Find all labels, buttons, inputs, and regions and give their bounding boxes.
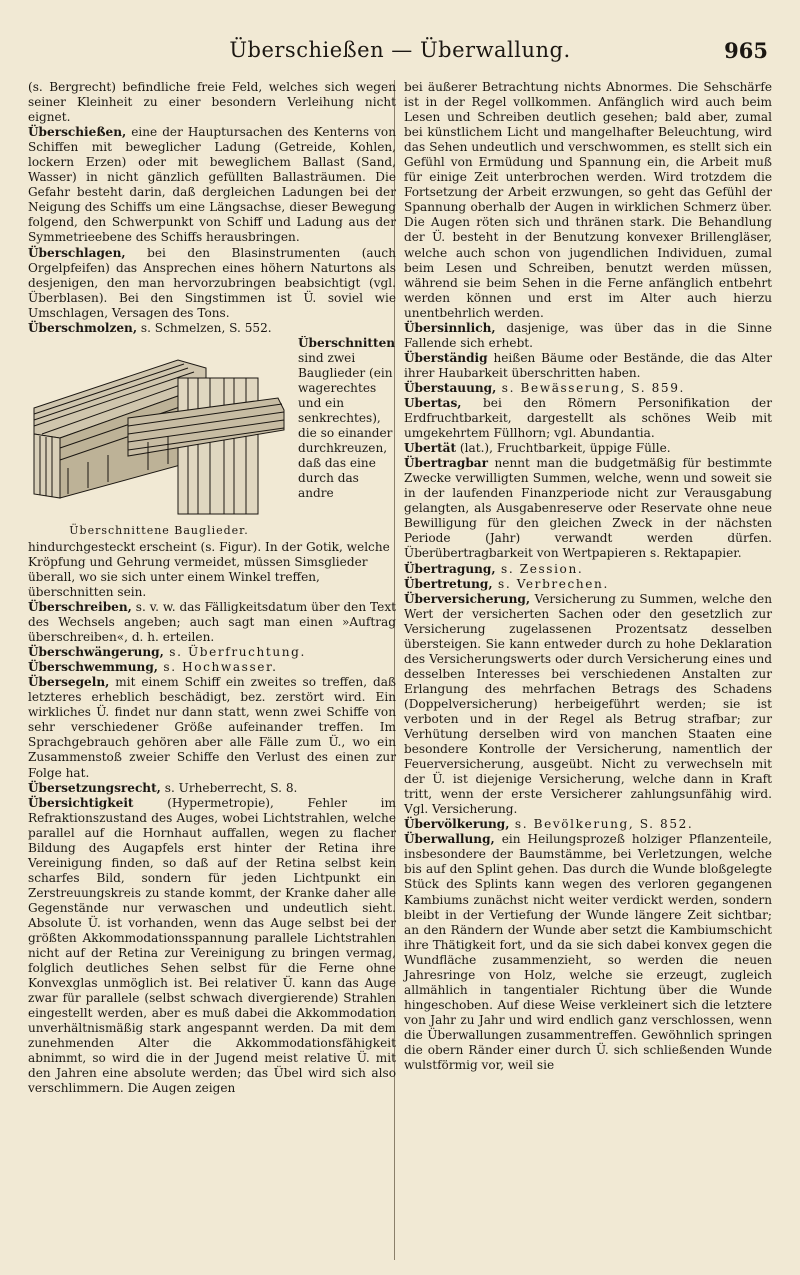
entry-uebertretung [404, 577, 772, 592]
entry-text: s. Schmelzen, S. 552. [137, 320, 272, 335]
continuation-paragraph [28, 80, 396, 125]
entry-uebersegeln [28, 675, 396, 780]
entry-text: s. Bevölkerung, S. 852. [509, 817, 694, 832]
entry-text: s. v. w. das Fälligkeitsdatum über den Text des Wechsels angeben; auch sagt man einen »Auftrag überschreiben«, d. h. erteilen. [28, 599, 396, 645]
entry-ueberschwaengerung [28, 645, 396, 660]
entry-text: Versicherung zu Summen, welche den Wert der versicherten Sachen oder den gesetzlich zur Versicherung zugelassenen Prozentsatz desselben übersteigen. Sie kann entweder durch zu hohe Deklaration des Versicherungswerts oder durch Versicherung eines und desselben Interesses bei verschiedenen Anstalten zur Erlangung des mehrfachen Betrags des Schadens (Doppelversicherung) herbeigeführt werden; sie ist verboten und in der Regel als Betrug strafbar; zur Verhütung derselben wird von manchen Staaten eine besondere Kontrolle der Versicherung, namentlich der Feuerversicherung, ausgeübt. Nicht zu verwechseln mit der Ü. ist diejenige Versicherung, welche dann in Kraft tritt, wenn der erste Versicherer zahlungsunfähig wird. Vgl. Versicherung. [404, 591, 772, 817]
entry-text: nennt man die budgetmäßig für bestimmte Zwecke verwilligten Summen, welche, wenn und soweit sie in der laufenden Finanzperiode nicht zur Verausgabung gelangten, als Ausgabenreserve oder Reservate ohne neue Bewilligung für den gleichen Zweck in der nächsten Periode (Jahr) verwandt werden dürfen. Überübertragbarkeit von Wertpapieren s. Rektapapier. [404, 456, 772, 561]
entry-text: s. Urheberrecht, S. 8. [160, 780, 298, 795]
entry-text: s. Hochwasser. [157, 660, 278, 675]
entry-lemma: Übersetzungsrecht, [28, 780, 161, 795]
entry-ueberschwemmung [28, 660, 396, 675]
entry-uebersetzungsrecht [28, 781, 396, 796]
entry-ubertas [404, 396, 772, 441]
entry-text: s. Überfruchtung. [163, 645, 306, 660]
entry-text: (Hypermetropie), Fehler im Refraktionszustand des Auges, wobei Lichtstrahlen, welche parallel auf die Hornhaut auffallen, wegen zu flacher Bildung des Augapfels erst hinter der Retina ihre Vereinigung finden, so daß auf der Retina selbst kein scharfes Bild, sondern für jeden Lichtpunkt ein Zerstreuungskreis zu stande kommt, der Kranke daher alle Gegenstände nur verwaschen und undeutlich sieht. Absolute Ü. ist vorhanden, wenn das Auge selbst bei der größten Akkommodationsspannung parallele Lichtstrahlen nicht auf der Retina zur Vereinigung zu bringen vermag, folglich deutliches Sehen selbst für die Ferne ohne Konvexglas unmöglich ist. Bei relativer Ü. kann das Auge zwar für parallele (selbst schwach divergierende) Strahlen eingestellt werden, aber es muß dabei die Akkommodation unverhältnismäßig stark angespannt werden. Da mit dem zunehmenden Alter die Akkommodationsfähigkeit abnimmt, so wird die in der Jugend meist relative Ü. mit den Jahren eine absolute werden; das Übel wird sich also verschlimmern. Die Augen zeigen [28, 795, 396, 1096]
entry-text: eine der Hauptursachen des Kenterns von Schiffen mit beweglicher Ladung (Getreide, Kohlen, lockern Erzen) oder mit beweglichem Ballast (Sand, Wasser) in nicht gänzlich gefüllten Ballasträumen. Die Gefahr besteht darin, daß dergleichen Ladungen bei der Neigung des Schiffs um eine Längsachse, dieser Bewegung folgend, den Schwerpunkt von Schiff und Ladung aus der Symmetrieebene des Schiffs herausbringen. [28, 125, 396, 245]
figure-bauglieder [28, 338, 290, 538]
entry-lemma: Überversicherung, [404, 591, 531, 606]
entry-ueberschreiben [28, 600, 396, 645]
entry-ueberschlagen [28, 246, 396, 321]
figure-caption: Überschnittene Bauglieder. [69, 523, 249, 537]
entry-lemma: Überschwemmung, [28, 660, 158, 675]
entry-text: dasjenige, was über das in die Sinne Fallende sich erhebt. [404, 320, 772, 350]
entry-text: s. Zession. [495, 561, 584, 576]
right-column [404, 80, 772, 1073]
running-title: Überschießen — Überwallung. [229, 38, 571, 62]
entry-ueberschnitten [28, 336, 396, 600]
entry-ueberwallung [404, 832, 772, 1073]
entry-ueberstauung [404, 381, 772, 396]
entry-lemma: Übertragung, [404, 561, 496, 576]
entry-lemma: Überschwängerung, [28, 645, 164, 660]
entry-lemma: Übersinnlich, [404, 320, 496, 335]
page-number: 965 [724, 38, 768, 63]
entry-uebertragung [404, 562, 772, 577]
entry-text: ein Heilungsprozeß holziger Pflanzenteile, insbesondere der Baumstämme, bei Verletzungen, welche bis auf den Splint gehen. Das durch die Wunde bloßgelegte Stück des Splints kann wegen des verloren gegangenen Kambiums zunächst nicht weiter verdickt werden, sondern bleibt in der Vertiefung der Wunde längere Zeit sichtbar; an den Rändern der Wunde aber setzt die Kambiumschicht ihre Thätigkeit fort, und da sie sich dabei konvex gegen die Wundfläche zusammenzieht, so werden die neuen Jahresringe von Holz, welche sie erzeugt, zugleich allmählich in tangentialer Richtung über die Wunde hingeschoben. Auf diese Weise verkleinert sich die letztere von Jahr zu Jahr und wird endlich ganz verschlossen, wenn die Überwallungen zusammentreffen. Gewöhnlich springen die obern Ränder einer durch Ü. sich schließenden Wunde wulstförmig vor, weil sie [404, 832, 772, 1073]
entry-uebervoelkerung [404, 817, 772, 832]
entry-lemma: Überstauung, [404, 380, 497, 395]
left-column [28, 80, 396, 1097]
entry-ueberstaendig [404, 351, 772, 381]
entry-ueberversicherung [404, 592, 772, 818]
continuation-text: bei äußerer Betrachtung nichts Abnormes. Die Sehschärfe ist in der Regel vollkommen. Anfänglich wird auch beim Lesen und Schreiben deutlich gesehen; bald aber, zumal bei künstlichem Licht und mangelhafter Beleuchtung, wird das Sehen undeutlich und verschwommen, es stellt sich ein Gefühl von Ermüdung und Spannung ein, die Arbeit muß für einige Zeit unterbrochen werden. Wird trotzdem die Fortsetzung der Arbeit erzwungen, so geht das Gefühl der Spannung oberhalb der Augen in wirklichen Schmerz über. Die Augen röten sich und thränen stark. Die Behandlung der Ü. besteht in der Benutzung konvexer Brillengläser, welche auch schon von jugendlichen Individuen, zumal beim Lesen und Schreiben, benutzt werden müssen, während sie beim Sehen in die Ferne anfänglich entbehrt werden können und erst im Alter auch hierzu unentbehrlich werden. [404, 80, 772, 320]
entry-lemma: Überständig [404, 350, 488, 365]
entry-text: bei den Blasinstrumenten (auch Orgelpfeifen) das Ansprechen eines höhern Naturtons als desjenigen, den man hervorzubringen beabsichtigt (vgl. Überblasen). Bei den Singstimmen ist Ü. soviel wie Umschlagen, Versagen des Tons. [28, 245, 396, 320]
entry-lemma: Übersegeln, [28, 675, 110, 690]
continuation-text: (s. Bergrecht) befindliche freie Feld, welches sich wegen seiner Kleinheit zu einer besondern Verleihung nicht eignet. [28, 80, 396, 125]
entry-text: sind zwei Bauglieder (ein wagerechtes und ein senkrechtes), die so einander durchkreuzen, daß das eine durch das andre hindurchgesteckt erscheint (s. Figur). In der Gotik, welche Kröpfung und Gehrung vermeidet, müssen Simsglieder überall, wo sie sich unter einem Winkel treffen, überschnitten sein. [28, 350, 393, 599]
entry-ueberschmolzen [28, 321, 396, 336]
entry-lemma: Übertretung, [404, 576, 493, 591]
entry-text: heißen Bäume oder Bestände, die das Alter ihrer Haubarkeit überschritten haben. [404, 350, 772, 380]
entry-lemma: Übersichtigkeit [28, 795, 134, 810]
entry-lemma: Überschreiben, [28, 599, 132, 614]
entry-lemma: Überschießen, [28, 125, 127, 140]
entry-text: s. Verbrechen. [492, 576, 609, 591]
entry-ueberschiessen [28, 125, 396, 245]
entry-uebersinnlich [404, 321, 772, 351]
entry-text: mit einem Schiff ein zweites so treffen, daß letzteres erheblich beschädigt, bez. zerstört wird. Ein wirkliches Ü. findet nur dann statt, wenn zwei Schiffe von sehr verschiedener Größe aufeinander treffen. Im Sprachgebrauch gehören aber alle Fälle zum Ü., wo ein Zusammenstoß zweier Schiffe den Verlust des einen zur Folge hat. [28, 675, 396, 780]
entry-text: (lat.), Fruchtbarkeit, üppige Fülle. [456, 441, 671, 456]
entry-lemma: Überwallung, [404, 832, 495, 847]
continuation-paragraph [404, 80, 772, 321]
moulding-illustration [28, 338, 290, 522]
entry-lemma: Überschmolzen, [28, 320, 138, 335]
entry-ubertaet [404, 441, 772, 456]
entry-lemma: Übertragbar [404, 456, 488, 471]
entry-lemma: Überschlagen, [28, 245, 126, 260]
entry-lemma: Ubertät [404, 441, 457, 456]
entry-text: s. Bewässerung, S. 859. [496, 380, 685, 395]
entry-lemma: Überschnitten [298, 335, 396, 350]
entry-text: bei den Römern Personifikation der Erdfruchtbarkeit, dargestellt als schönes Weib mit umgekehrtem Füllhorn; vgl. Abundantia. [404, 395, 772, 441]
entry-lemma: Übervölkerung, [404, 817, 510, 832]
page-header [30, 34, 770, 68]
entry-lemma: Ubertas, [404, 395, 462, 410]
entry-uebertragbar [404, 456, 772, 561]
entry-uebersichtigkeit [28, 796, 396, 1097]
